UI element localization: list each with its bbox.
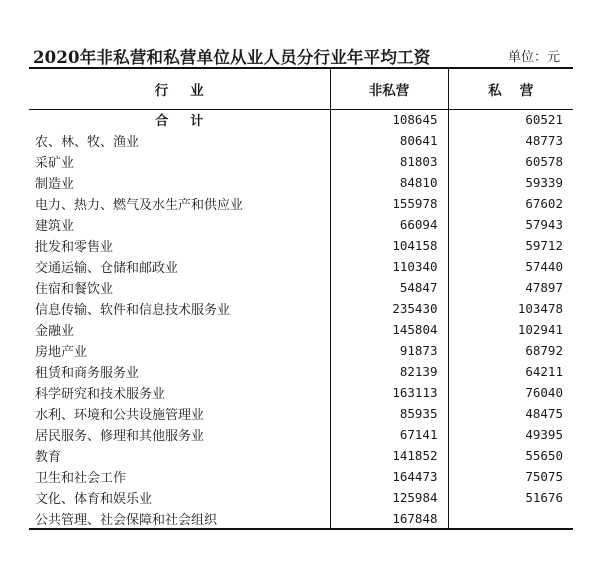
cell-non-private: 81803 (330, 151, 448, 172)
cell-industry: 住宿和餐饮业 (35, 282, 114, 297)
cell-non-private: 163113 (330, 382, 448, 403)
cell-non-private: 54847 (330, 277, 448, 298)
cell-non-private: 235430 (330, 298, 448, 319)
cell-private: 67602 (448, 193, 573, 214)
cell-industry: 信息传输、软件和信息技术服务业 (35, 303, 231, 318)
table-row (29, 298, 573, 319)
cell-non-private: 66094 (330, 214, 448, 235)
cell-industry: 建筑业 (35, 219, 75, 234)
cell-non-private: 145804 (330, 319, 448, 340)
cell-industry: 采矿业 (35, 156, 75, 171)
cell-non-private: 167848 (330, 508, 448, 529)
cell-industry: 卫生和社会工作 (35, 471, 127, 486)
cell-industry: 居民服务、修理和其他服务业 (35, 429, 205, 444)
cell-industry: 制造业 (35, 177, 75, 192)
cell-industry: 农、林、牧、渔业 (35, 135, 140, 150)
cell-non-private: 164473 (330, 466, 448, 487)
cell-private: 103478 (448, 298, 573, 319)
table-row (29, 487, 573, 508)
cell-private: 64211 (448, 361, 573, 382)
cell-industry: 水利、环境和公共设施管理业 (35, 408, 205, 423)
cell-non-private: 67141 (330, 424, 448, 445)
cell-industry: 教育 (35, 450, 62, 465)
table-row (29, 277, 573, 298)
header-row (29, 68, 573, 109)
cell-private: 76040 (448, 382, 573, 403)
cell-industry: 租赁和商务服务业 (35, 366, 140, 381)
cell-private: 49395 (448, 424, 573, 445)
cell-private: 59339 (448, 172, 573, 193)
table-row (29, 235, 573, 256)
header-non-private: 非私营 (330, 68, 448, 109)
cell-private: 68792 (448, 340, 573, 361)
cell-private: 55650 (448, 445, 573, 466)
table-row (29, 424, 573, 445)
cell-industry: 电力、热力、燃气及水生产和供应业 (35, 198, 244, 213)
table-row (29, 403, 573, 424)
cell-non-private: 91873 (330, 340, 448, 361)
cell-private: 48773 (448, 130, 573, 151)
table-body (29, 109, 573, 529)
cell-non-private: 110340 (330, 256, 448, 277)
cell-private: 48475 (448, 403, 573, 424)
cell-non-private: 104158 (330, 235, 448, 256)
cell-private: 75075 (448, 466, 573, 487)
table-row (29, 151, 573, 172)
cell-private (448, 508, 573, 529)
cell-private: 57440 (448, 256, 573, 277)
cell-industry: 交通运输、仓储和邮政业 (35, 261, 179, 276)
cell-industry: 房地产业 (35, 345, 88, 360)
table-row (29, 466, 573, 487)
table-row (29, 361, 573, 382)
table-row (29, 382, 573, 403)
cell-industry: 公共管理、社会保障和社会组织 (29, 508, 330, 529)
unit-label: 单位：元 (508, 50, 561, 65)
cell-private: 60521 (448, 109, 573, 130)
table-row (29, 508, 573, 529)
cell-industry: 金融业 (35, 324, 75, 339)
table-row (29, 319, 573, 340)
cell-non-private: 84810 (330, 172, 448, 193)
cell-industry: 科学研究和技术服务业 (35, 387, 166, 402)
cell-private: 59712 (448, 235, 573, 256)
wage-table (29, 67, 573, 530)
cell-industry: 文化、体育和娱乐业 (35, 492, 153, 507)
cell-industry: 合计 (155, 114, 226, 130)
cell-non-private: 141852 (330, 445, 448, 466)
cell-private: 57943 (448, 214, 573, 235)
table-row (29, 193, 573, 214)
table-row (29, 130, 573, 151)
header-private: 私营 (448, 68, 573, 109)
cell-non-private: 125984 (330, 487, 448, 508)
header-industry: 行业 (29, 68, 330, 109)
cell-private: 47897 (448, 277, 573, 298)
cell-non-private: 108645 (330, 109, 448, 130)
table-title: 2020年非私营和私营单位从业人员分行业年平均工资 (33, 48, 431, 67)
table-row (29, 256, 573, 277)
cell-private: 102941 (448, 319, 573, 340)
cell-non-private: 82139 (330, 361, 448, 382)
cell-non-private: 80641 (330, 130, 448, 151)
cell-non-private: 85935 (330, 403, 448, 424)
table-row (29, 214, 573, 235)
table-row (29, 340, 573, 361)
table-row (29, 445, 573, 466)
cell-private: 60578 (448, 151, 573, 172)
cell-industry: 批发和零售业 (35, 240, 114, 255)
table-row (29, 172, 573, 193)
cell-non-private: 155978 (330, 193, 448, 214)
table-row-total (29, 109, 573, 130)
cell-private: 51676 (448, 487, 573, 508)
